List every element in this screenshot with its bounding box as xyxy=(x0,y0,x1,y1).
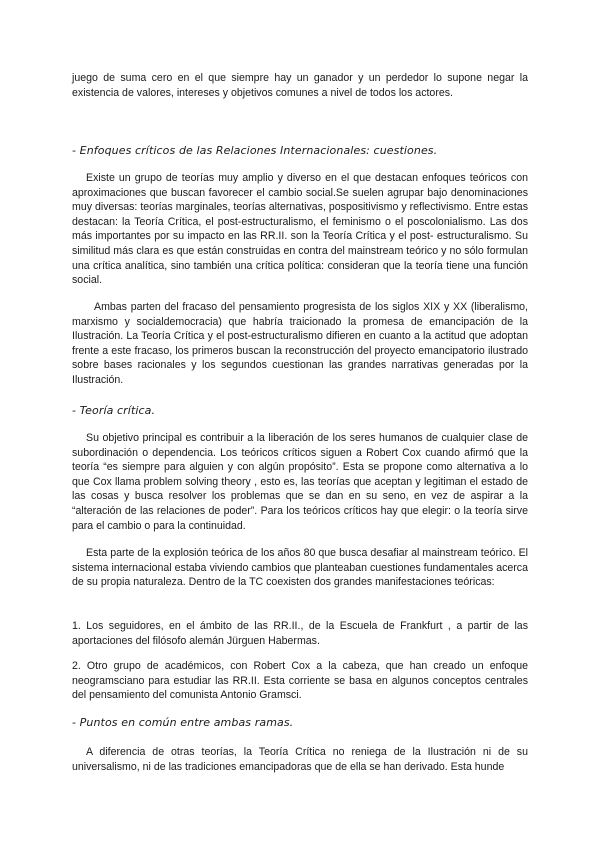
paragraph-objetivo-principal: Su objetivo principal es contribuir a la liberación de los seres humanos de cualquier clase de subordinación o dependencia. Los teóricos críticos siguen a Robert Cox cuando afirmó que la teoría “es siempre para alguien y con algún propósito”. Esta se propone como alternativa a lo que Cox llama problem solving theory , esto es, las teorías que aceptan y legitiman el estado de las cosas y busca resolver los problemas que se dan en su seno, en vez de aspirar a la “alteración de las relaciones de poder”. Para los teóricos críticos hay que elegir: o la teoría sirve para el cambio o para la continuidad. xyxy=(72,432,528,532)
paragraph-ambas-parten: Ambas parten del fracaso del pensamiento progresista de los siglos XIX y XX (liberalismo, marxismo y socialdemocracia) que habría traicionado la promesa de emancipación de la Ilustración. La Teoría Crítica y el post-estructuralismo difieren en cuanto a la actitud que adoptan frente a este fracaso, los primeros buscan la reconstrucción del proyecto emancipatorio ilustrado sobre bases racionales y los segundos cuestionan las grandes narrativas generadas por la Ilustración. xyxy=(72,301,528,386)
paragraph-grupo-teorias: Existe un grupo de teorías muy amplio y diverso en el que destacan enfoques teóricos con aproximaciones que buscan favorecer el cambio social.Se suelen agrupar bajo denominaciones muy diversas: teorías marginales, teorías alternativas, pospositivismo y reflectivismo. Entre estas destacan: la Teoría Crítica, el post-estructuralismo, el feminismo o el poscolonialismo. Las dos más importantes por su impacto en las RR.II. son la Teoría Crítica y el post- estructuralismo. Su similitud más clara es que están construidas en contra del mainstream teórico y no sólo formulan una crítica analítica, sino también una crítica política: consideran que la teoría tiene una función social. xyxy=(72,172,528,287)
paragraph-intro: juego de suma cero en el que siempre hay un ganador y un perdedor lo supone negar la existencia de valores, intereses y objetivos comunes a nivel de todos los actores. xyxy=(72,72,528,99)
heading-enfoques-criticos: - Enfoques críticos de las Relaciones Internacionales: cuestiones. xyxy=(72,144,438,157)
heading-puntos-comun: - Puntos en común entre ambas ramas. xyxy=(72,716,294,729)
paragraph-explosion-teorica: Esta parte de la explosión teórica de los años 80 que busca desafiar al mainstream teórico. El sistema internacional estaba viviendo cambios que planteaban cuestiones fundamentales acerca de su propia naturaleza. Dentro de la TC coexisten dos grandes manifestaciones teóricas: xyxy=(72,547,528,589)
list-item-frankfurt: 1. Los seguidores, en el ámbito de las RR.II., de la Escuela de Frankfurt , a partir de las aportaciones del filósofo alemán Jürguen Habermas. xyxy=(72,620,528,647)
list-item-neogramsciano: 2. Otro grupo de académicos, con Robert Cox a la cabeza, que han creado un enfoque neogramsciano para estudiar las RR.II. Esta corriente se basa en algunos conceptos centrales del pensamiento del comunista Antonio Gramsci. xyxy=(72,660,528,702)
paragraph-diferencia: A diferencia de otras teorías, la Teoría Crítica no reniega de la Ilustración ni de su universalismo, ni de las tradiciones emancipadoras que de ella se han derivado. Esta hunde xyxy=(72,746,528,773)
heading-teoria-critica: - Teoría crítica. xyxy=(72,404,156,417)
